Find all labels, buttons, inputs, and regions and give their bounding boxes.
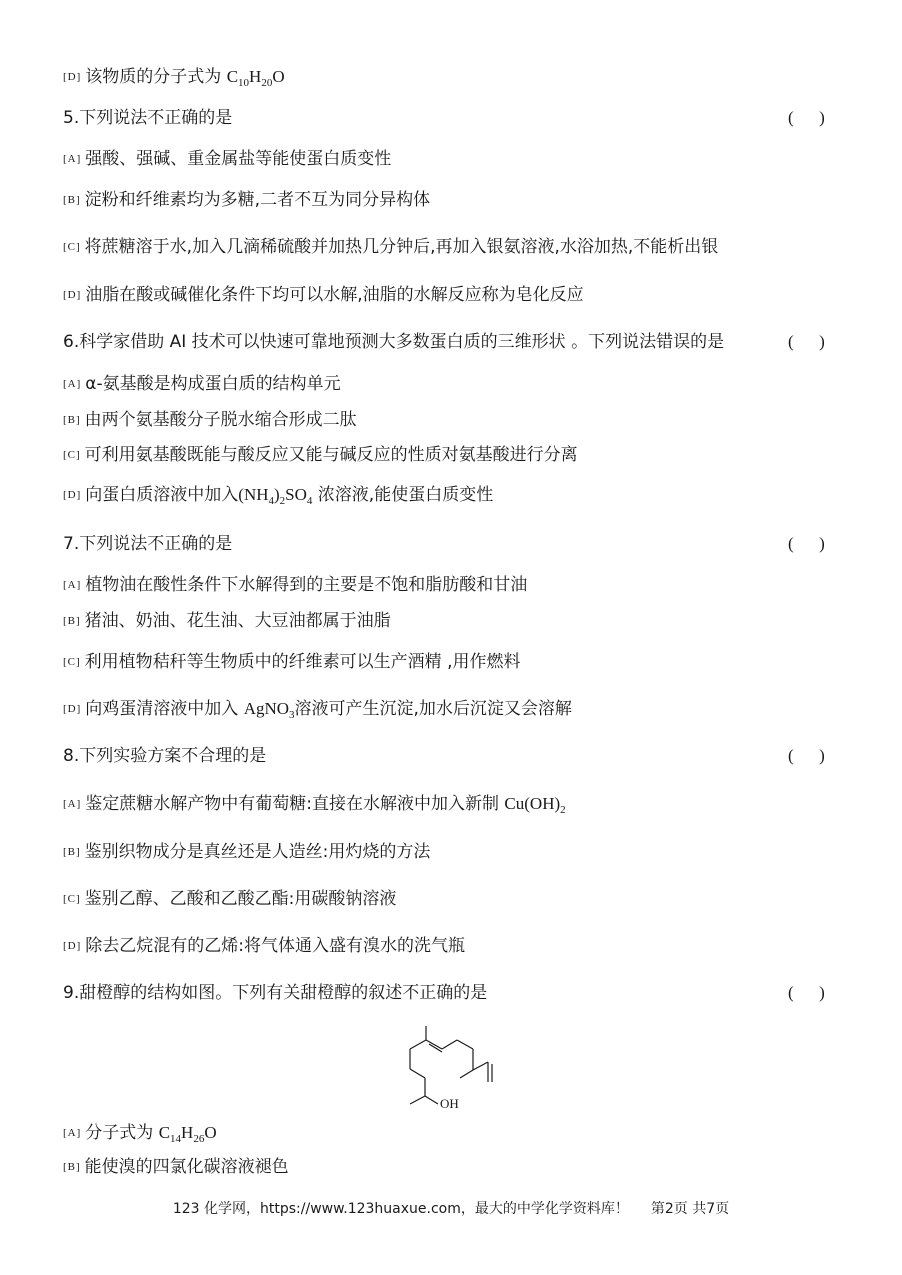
q5-option-d <box>63 284 584 306</box>
q7-option-b <box>63 610 391 632</box>
sweet-orange-alcohol-structure-diagram <box>398 1020 508 1120</box>
q5-stem: 5.下列说法不正确的是 <box>63 108 233 128</box>
q6-stem: 6.科学家借助 AI 技术可以快速可靠地预测大多数蛋白质的三维形状 。下列说法错误的是 <box>63 332 725 352</box>
option-text: 利用植物秸秆等生物质中的纤维素可以生产酒精 ,用作燃料 <box>84 652 521 672</box>
option-tag: [D] <box>63 71 82 83</box>
q8-stem: 8.下列实验方案不合理的是 <box>63 746 267 766</box>
option-tag: [D] <box>63 940 82 952</box>
option-tag: [A] <box>63 798 82 810</box>
footer-page-number: 第2页 共7页 <box>650 1201 730 1217</box>
q6-option-c <box>63 444 578 466</box>
option-tag: [D] <box>63 489 82 501</box>
q6-option-a <box>63 373 341 395</box>
option-text: 油脂在酸或碱催化条件下均可以水解,油脂的水解反应称为皂化反应 <box>85 285 584 305</box>
q8-option-d <box>63 935 465 957</box>
option-tag: [B] <box>63 846 81 858</box>
option-tag: [A] <box>63 579 82 591</box>
q7-option-d: [D] 向鸡蛋清溶液中加入 AgNO$_3$溶液可产生沉淀,加水后沉淀又会溶解 <box>63 699 572 721</box>
option-tag: [A] <box>63 378 82 390</box>
q6-answer-paren: ( ) <box>788 332 825 351</box>
q9-option-a: [A] 分子式为 $C_{14}H_{26}O$ <box>63 1123 217 1145</box>
q7-stem: 7.下列说法不正确的是 <box>63 534 233 554</box>
q6-option-b <box>63 409 357 431</box>
q9-option-b <box>63 1156 289 1178</box>
option-tag: [B] <box>63 1161 81 1173</box>
option-text: 可利用氨基酸既能与酸反应又能与碱反应的性质对氨基酸进行分离 <box>84 445 578 465</box>
q5-option-b <box>63 189 430 211</box>
option-text: 植物油在酸性条件下水解得到的主要是不饱和脂肪酸和甘油 <box>85 575 528 595</box>
option-text: 除去乙烷混有的乙烯:将气体通入盛有溴水的洗气瓶 <box>85 936 466 956</box>
option-tag: [C] <box>63 893 81 905</box>
option-text: 由两个氨基酸分子脱水缩合形成二肽 <box>84 410 357 430</box>
option-text: 鉴别乙醇、乙酸和乙酸乙酯:用碳酸钠溶液 <box>84 889 397 909</box>
option-tag: [D] <box>63 289 82 301</box>
option-text: 能使溴的四氯化碳溶液褪色 <box>84 1157 289 1177</box>
q7-answer-paren: ( ) <box>788 534 825 553</box>
option-tag: [D] <box>63 703 82 715</box>
option-tag: [B] <box>63 414 81 426</box>
q8-option-b <box>63 841 430 863</box>
option-tag: [B] <box>63 615 81 627</box>
page-footer <box>0 1199 902 1219</box>
q8-option-a: [A] 鉴定蔗糖水解产物中有葡萄糖:直接在水解液中加入新制 $Cu(OH)_2$ <box>63 794 566 816</box>
q4-option-d: [D] 该物质的分子式为 $C_{10}H_{20}O$ <box>63 67 285 89</box>
q5-option-c <box>63 236 718 258</box>
q8-option-c <box>63 888 396 910</box>
option-text: 强酸、强碱、重金属盐等能使蛋白质变性 <box>85 149 392 169</box>
q6-option-d: [D] 向蛋白质溶液中加入$(NH_4)_2SO_4$ 浓溶液,能使蛋白质变性 <box>63 485 494 507</box>
q8-answer-paren: ( ) <box>788 746 825 765</box>
q7-option-a <box>63 574 527 596</box>
option-tag: [B] <box>63 194 81 206</box>
option-text: 淀粉和纤维素均为多糖,二者不互为同分异构体 <box>84 190 431 210</box>
option-tag: [C] <box>63 656 81 668</box>
option-text: 鉴别织物成分是真丝还是人造丝:用灼烧的方法 <box>84 842 431 862</box>
option-tag: [A] <box>63 153 82 165</box>
option-tag: [A] <box>63 1127 82 1139</box>
q5-option-a <box>63 148 391 170</box>
skeletal-bonds <box>410 1026 492 1104</box>
q7-option-c <box>63 651 520 673</box>
hydroxyl-label: OH <box>440 1096 459 1111</box>
option-tag: [C] <box>63 241 81 253</box>
option-text: α-氨基酸是构成蛋白质的结构单元 <box>85 374 341 394</box>
q9-answer-paren: ( ) <box>788 983 825 1002</box>
option-text: 将蔗糖溶于水,加入几滴稀硫酸并加热几分钟后,再加入银氨溶液,水浴加热,不能析出银 <box>84 237 719 257</box>
footer-site: 123 化学网，https://www.123huaxue.com，最大的中学化学资料库！ <box>172 1201 629 1217</box>
q9-stem: 9.甜橙醇的结构如图。下列有关甜橙醇的叙述不正确的是 <box>63 983 488 1003</box>
option-tag: [C] <box>63 449 81 461</box>
option-text: 猪油、奶油、花生油、大豆油都属于油脂 <box>84 611 391 631</box>
q5-answer-paren: ( ) <box>788 108 825 127</box>
option-text: 该物质的分子式为 <box>85 67 227 87</box>
